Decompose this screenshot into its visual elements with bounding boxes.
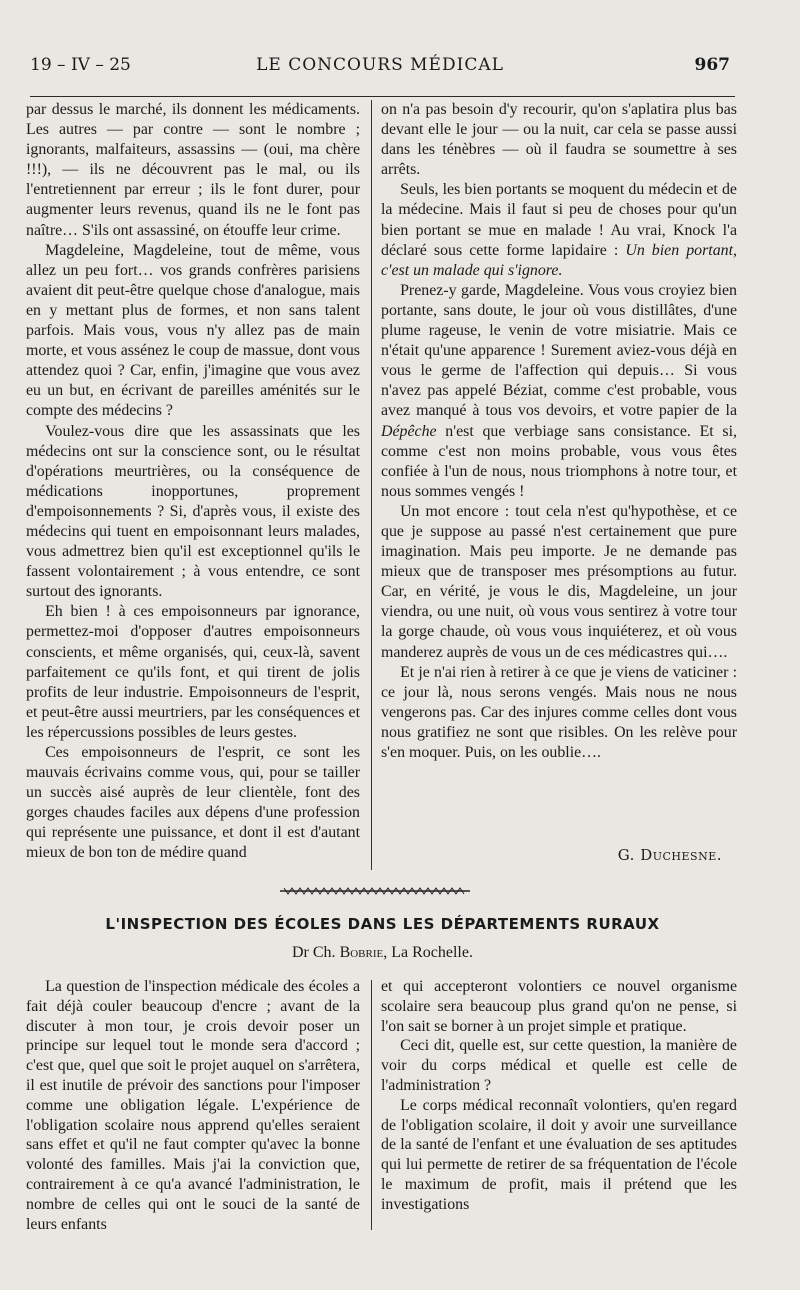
depeche-title: Dépêche [381, 422, 437, 440]
paragraph: Ceci dit, quelle est, sur cette question, la manière de voir du corps médical et quelle est celle de l'administration ? [381, 1037, 737, 1094]
paragraph: La question de l'inspection médicale des écoles a fait déjà couler beaucoup d'encre ; avant de la discuter à mon tour, je crois devoir poser un principe sur lequel tout le monde sera d'accord ; c'est que, quel que soit le projet auquel on s'arrêtera, il est inutile de prévoir des sanctions pour l'imposer comme une obligation légale. L'expérience de l'obligation scolaire nous apprend qu'elles seraient sans effet et qu'il ne faut compter qu'avec la bonne volonté des familles. Mais j'ai la conviction que, contrairement à ce qu'a avancé l'administration, le nombre de celles qui ont le souci de la santé de leurs enfants [26, 978, 360, 1233]
article-2-left-column [26, 977, 360, 1234]
author-prefix: Dr Ch. [292, 944, 340, 961]
article-1-right-column [381, 100, 737, 763]
paragraph: Magdeleine, Magdeleine, tout de même, vous allez un peu fort… vos grands confrères parisiens avaient dit peut-être quelque chose d'analogue, mais en y mettant plus de formes, et non sans talent parfois. Mais vous, vous n'y allez pas de main morte, et vous assénez le coup de massue, dont vous attendez quoi ? Car, enfin, j'imagine que vous avez eu un but, en écrivant de pareilles aménités sur le compte des médecins ? [26, 241, 360, 420]
paragraph [381, 180, 737, 280]
paragraph: Voulez-vous dire que les assassinats que les médecins ont sur la conscience sont, ou le résultat d'opérations meurtrières, ou la conséquence de médications inopportunes, proprement d'empoisonnements ? Si, d'après vous, il existe des médecins qui tuent en empoisonnant leurs malades, vous admettrez bien qu'il est exceptionnel qu'ils le fassent volontairement ; à vous entendre, ce sont surtout des ignorants. [26, 422, 360, 601]
column-divider [371, 980, 372, 1230]
paragraph: Et je n'ai rien à retirer à ce que je viens de vaticiner : ce jour là, nous serons vengés. Mais nous ne nous vengerons pas. Car des injures comme celles dont vous nous gratifiez ne sont que risibles. On les relève pour s'en moquer. Puis, on les oublie…. [381, 663, 737, 761]
page-header [30, 55, 730, 81]
page-number: 967 [694, 55, 730, 75]
paragraph: Ces empoisonneurs de l'esprit, ce sont les mauvais écrivains comme vous, qui, pour se tailler un succès aisé auprès de leur clientèle, font des gorges chaudes faciles aux dépens d'une profession qui représente une puissance, et dont il est d'autant mieux de bon ton de médire quand [26, 744, 360, 862]
article-2-byline [30, 944, 735, 962]
knock-quote: Un bien portant, c'est un malade qui s'ignore. [381, 241, 737, 279]
paragraph: et qui accepteront volontiers ce nouvel organisme scolaire sera beaucoup plus grand qu'on ne pense, si l'on sait se borner à un projet simple et pratique. [381, 978, 737, 1035]
author-name: Bobrie [339, 944, 384, 961]
header-rule [30, 96, 735, 97]
paragraph-text: Prenez-y garde, Magdeleine. Vous vous croyiez bien portante, sans doute, le jour où vous distillâtes, d'une plume rageuse, le venin de votre misiatrie. Mais ce n'était qu'une apparence ! Surement aviez-vous déjà en vous le germe de l'affection qui depuis… Si vous n'avez pas appelé Béziat, comme c'est probable, vous avez manqué à tous vos devoirs, et votre papier de la [381, 281, 737, 420]
column-divider [371, 100, 372, 870]
paragraph [381, 281, 737, 502]
paragraph: par dessus le marché, ils donnent les médicaments. Les autres — par contre — sont le nombre ; ignorants, malfaiteurs, assassins — (oui, ma chère !!!), — ils ne découvrent pas le mal, ou ils l'entretiennent par erreur ; ils le font durer, pour augmenter leurs revenus, quand ils ne le font pas naître… S'ils ont assassiné, on étouffe leur crime. [26, 101, 360, 239]
issue-date: 19 – IV – 25 [30, 55, 131, 75]
paragraph-text: n'est que verbiage sans consistance. Et si, comme c'est non moins probable, vous vous êtes confiée à l'un de nous, nous triomphons à notre tour, et nous sommes vengés ! [381, 422, 737, 500]
paragraph-text: Seuls, les bien portants se moquent du médecin et de la médecine. Mais il faut si peu de choses pour qu'un bien portant se mue en malade ! Au vrai, Knock l'a déclaré sous cette forme lapidaire : [381, 181, 737, 259]
journal-title: LE CONCOURS MÉDICAL [256, 55, 504, 75]
article-2-right-column [381, 977, 737, 1215]
paragraph: Eh bien ! à ces empoisonneurs par ignorance, permettez-moi d'opposer d'autres empoisonneurs conscients, et même organisés, qui, ceux-là, savent parfaitement ce qu'ils font, et qui tirent de jolis profits de leur industrie. Empoisonneurs de l'esprit, et peut-être aussi meurtriers, par les conséquences et les répercussions possibles de leurs gestes. [26, 603, 360, 741]
author-signature: G. Duchesne. [617, 846, 722, 864]
author-location: , La Rochelle. [383, 944, 473, 961]
ornament-divider [280, 887, 470, 895]
article-1-left-column [26, 100, 360, 864]
paragraph: Un mot encore : tout cela n'est qu'hypothèse, et ce que je suppose au passé n'est certainement que pure imagination. Mais peu importe. Je ne demande pas mieux que de transposer mes présomptions au futur. Car, en vérité, je vous le dis, Magdeleine, un jour viendra, ou une nuit, où vous vous sentirez à votre tour la gorge chaude, où vous vous inquiéterez, et où vous manderez auprès de vous un de ces médicastres qui…. [381, 502, 737, 661]
article-2-title: L'INSPECTION DES ÉCOLES DANS LES DÉPARTEMENTS RURAUX [105, 915, 660, 933]
paragraph: on n'a pas besoin d'y recourir, qu'on s'aplatira plus bas devant elle le jour — ou la nuit, car cela se passe aussi dans les ténèbres — où il faudra se soumettre à ses arrêts. [381, 101, 737, 179]
paragraph: Le corps médical reconnaît volontiers, qu'en regard de l'obligation scolaire, il doit y avoir une surveillance de la santé de l'enfant et une évaluation de ses aptitudes qui lui permette de retirer de sa fréquentation de l'école le maximum de profit, mais il prétend que les investigations [381, 1096, 737, 1213]
